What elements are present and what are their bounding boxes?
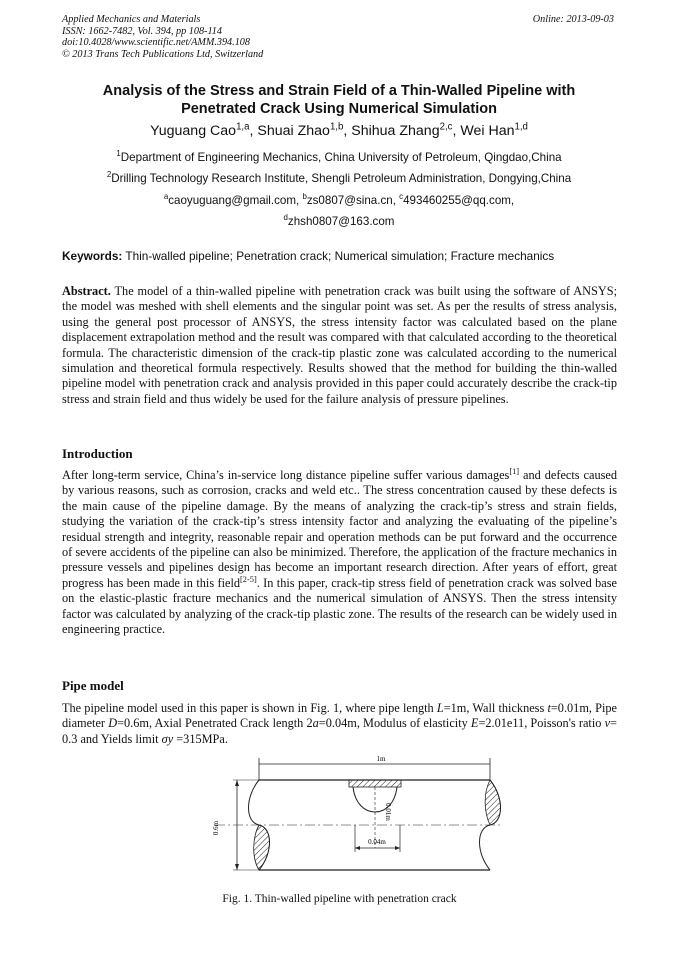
pipeline-figure: [205, 752, 505, 887]
citation-ref: [1]: [509, 466, 520, 476]
author-name: Shihua Zhang: [351, 123, 440, 139]
affiliation-2: [60, 172, 618, 185]
pipe-model-heading: Pipe model: [62, 678, 124, 693]
pipe-text: = 0.3 and Yields limit: [62, 716, 617, 746]
pipe-text: =315MPa.: [173, 731, 228, 746]
intro-text-2: and defects caused by various reasons, such as corrosion, cracks and weld etc.. The stress concentration caused by these defects is the main cause of the pipeline damage. By the means of analyzing the crack-tip’s stress and strain fields, studying the variation of the crack-tip’s stress intensity factor and analyzing the evaluating of the pipeline’s residual strength and integrity, reasonable repair and operation methods can be put forward and the occurrence of severe accidents of the pipeline can also be minimized. Therefore, the application of the fracture mechanics in pressure vessels and pipelines design has become an important research direction. After years of effort, great progress has been made in this field: [62, 468, 617, 590]
abstract-label: Abstract.: [62, 284, 111, 298]
email-link[interactable]: caoyuguang@gmail.com,: [168, 194, 303, 207]
copyright: © 2013 Trans Tech Publications Ltd, Switzerland: [62, 48, 264, 60]
journal-name: Applied Mechanics and Materials: [62, 14, 201, 25]
author-sup: 1,a: [236, 121, 250, 133]
pipe-text: =2.01e11, Poisson's ratio: [478, 716, 605, 731]
doi: doi:10.4028/www.scientific.net/AMM.394.108: [62, 37, 250, 49]
affiliation-sup: 1: [116, 149, 121, 159]
pipe-model-paragraph: [62, 701, 617, 747]
keywords: [62, 249, 618, 263]
introduction-paragraph: [62, 468, 617, 637]
symbol-L: L: [436, 701, 444, 715]
crack-region: [349, 780, 401, 787]
email-link[interactable]: 493460255@qq.com,: [403, 194, 515, 207]
email-link[interactable]: zs0807@sina.cn,: [306, 194, 400, 207]
emails-line-1: [60, 194, 618, 207]
thickness-label: 0.01m: [384, 803, 392, 821]
author-list: Yuguang Cao$^{1,a}$, Shuai Zhao$^{1,b}$, Shihua Zhang$^{2,c}$, Wei Han$^{1,d}$: [150, 121, 528, 139]
online-date: Online: 2013-09-03: [532, 14, 614, 25]
diameter-label: 0.6m: [212, 820, 220, 836]
author-name: Wei Han: [460, 123, 515, 139]
intro-text-3: . In this paper, crack-tip stress field of penetration crack was solved base on the elastic-plastic fracture mechanics and the numerical simulation of ANSYS. Then the stress intensity factor was calculated by analyzing of the crack-tip plastic zone. The results of the research can be widely used in engineering practice.: [62, 575, 617, 637]
pipe-text: =1m, Wall thickness: [443, 701, 548, 715]
figure-caption: Fig. 1. Thin-walled pipeline with penetration crack: [222, 893, 457, 905]
length-label: 1m: [376, 755, 386, 763]
symbol-sigma-y: σy: [161, 731, 174, 746]
email-sup: b: [302, 192, 307, 202]
author-name: Shuai Zhao: [257, 123, 330, 139]
pipe-text: =0.04m, Modulus of elasticity: [318, 716, 471, 731]
author-sup: 1,b: [329, 121, 344, 133]
abstract: [62, 284, 617, 407]
introduction-heading: Introduction: [62, 446, 133, 461]
pipe-text: =0.6m, Axial Penetrated Crack length 2: [117, 716, 313, 731]
author-sup: 2,c: [439, 121, 453, 133]
symbol-E: E: [470, 716, 479, 731]
email-sup: d: [283, 213, 288, 223]
title-line-1: Analysis of the Stress and Strain Field of a Thin-Walled Pipeline with: [102, 83, 576, 99]
affiliation-text: Department of Engineering Mechanics, China University of Petroleum, Qingdao,China: [120, 151, 562, 164]
emails-line-2: [60, 215, 618, 228]
symbol-a: a: [312, 716, 319, 731]
email-sup: c: [399, 192, 404, 202]
pipe-text: =0.01m, Pipe diameter: [62, 701, 617, 731]
author-name: Yuguang Cao: [150, 123, 237, 139]
title-line-2: Penetrated Crack Using Numerical Simulation: [181, 101, 497, 117]
issn: ISSN: 1662-7482, Vol. 394, pp 108-114: [62, 25, 222, 37]
paper-title: [60, 82, 618, 118]
keywords-text: Thin-walled pipeline; Penetration crack; Numerical simulation; Fracture mechanics: [125, 249, 555, 263]
pipeline-diagram: [205, 752, 505, 882]
pipe-text: The pipeline model used in this paper is shown in Fig. 1, where pipe length: [62, 701, 437, 715]
symbol-t: t: [547, 701, 551, 715]
citation-ref: [2-5]: [240, 574, 257, 584]
affiliation-sup: 2: [106, 170, 112, 180]
email-sup: a: [163, 192, 169, 202]
author-sup: 1,d: [514, 121, 528, 133]
affiliation-text: Drilling Technology Research Institute, Shengli Petroleum Administration, Dongying,China: [111, 172, 572, 185]
keywords-label: Keywords:: [62, 249, 123, 263]
symbol-D: D: [108, 716, 118, 731]
email-link[interactable]: zhsh0807@163.com: [287, 215, 395, 228]
journal-header: [62, 14, 263, 60]
intro-text-1: After long-term service, China’s in-service long distance pipeline suffer various damages: [62, 468, 510, 482]
abstract-text: The model of a thin-walled pipeline with penetration crack was built using the software of ANSYS; the model was meshed with shell elements and the singular point was set. As per the results of stress analysis, using the general post processor of ANSYS, the stress intensity factor was calculated based on the plane displacement extrapolation method and the result was compared with that calculated according to the theoretical formula. The characteristic dimension of the crack-tip plastic zone was calculated according to the numerical simulation and theoretical formula respectively. Results showed that the method for building the thin-walled pipeline model with penetration crack and analysis provided in this paper could accurately describe the crack-tip stress and strain field and thus widely be used for the failure analysis of pressure pipelines.: [62, 284, 617, 406]
symbol-v: v: [604, 716, 611, 731]
affiliation-1: [60, 151, 618, 164]
crack-length-label: 0.04m: [368, 838, 386, 846]
